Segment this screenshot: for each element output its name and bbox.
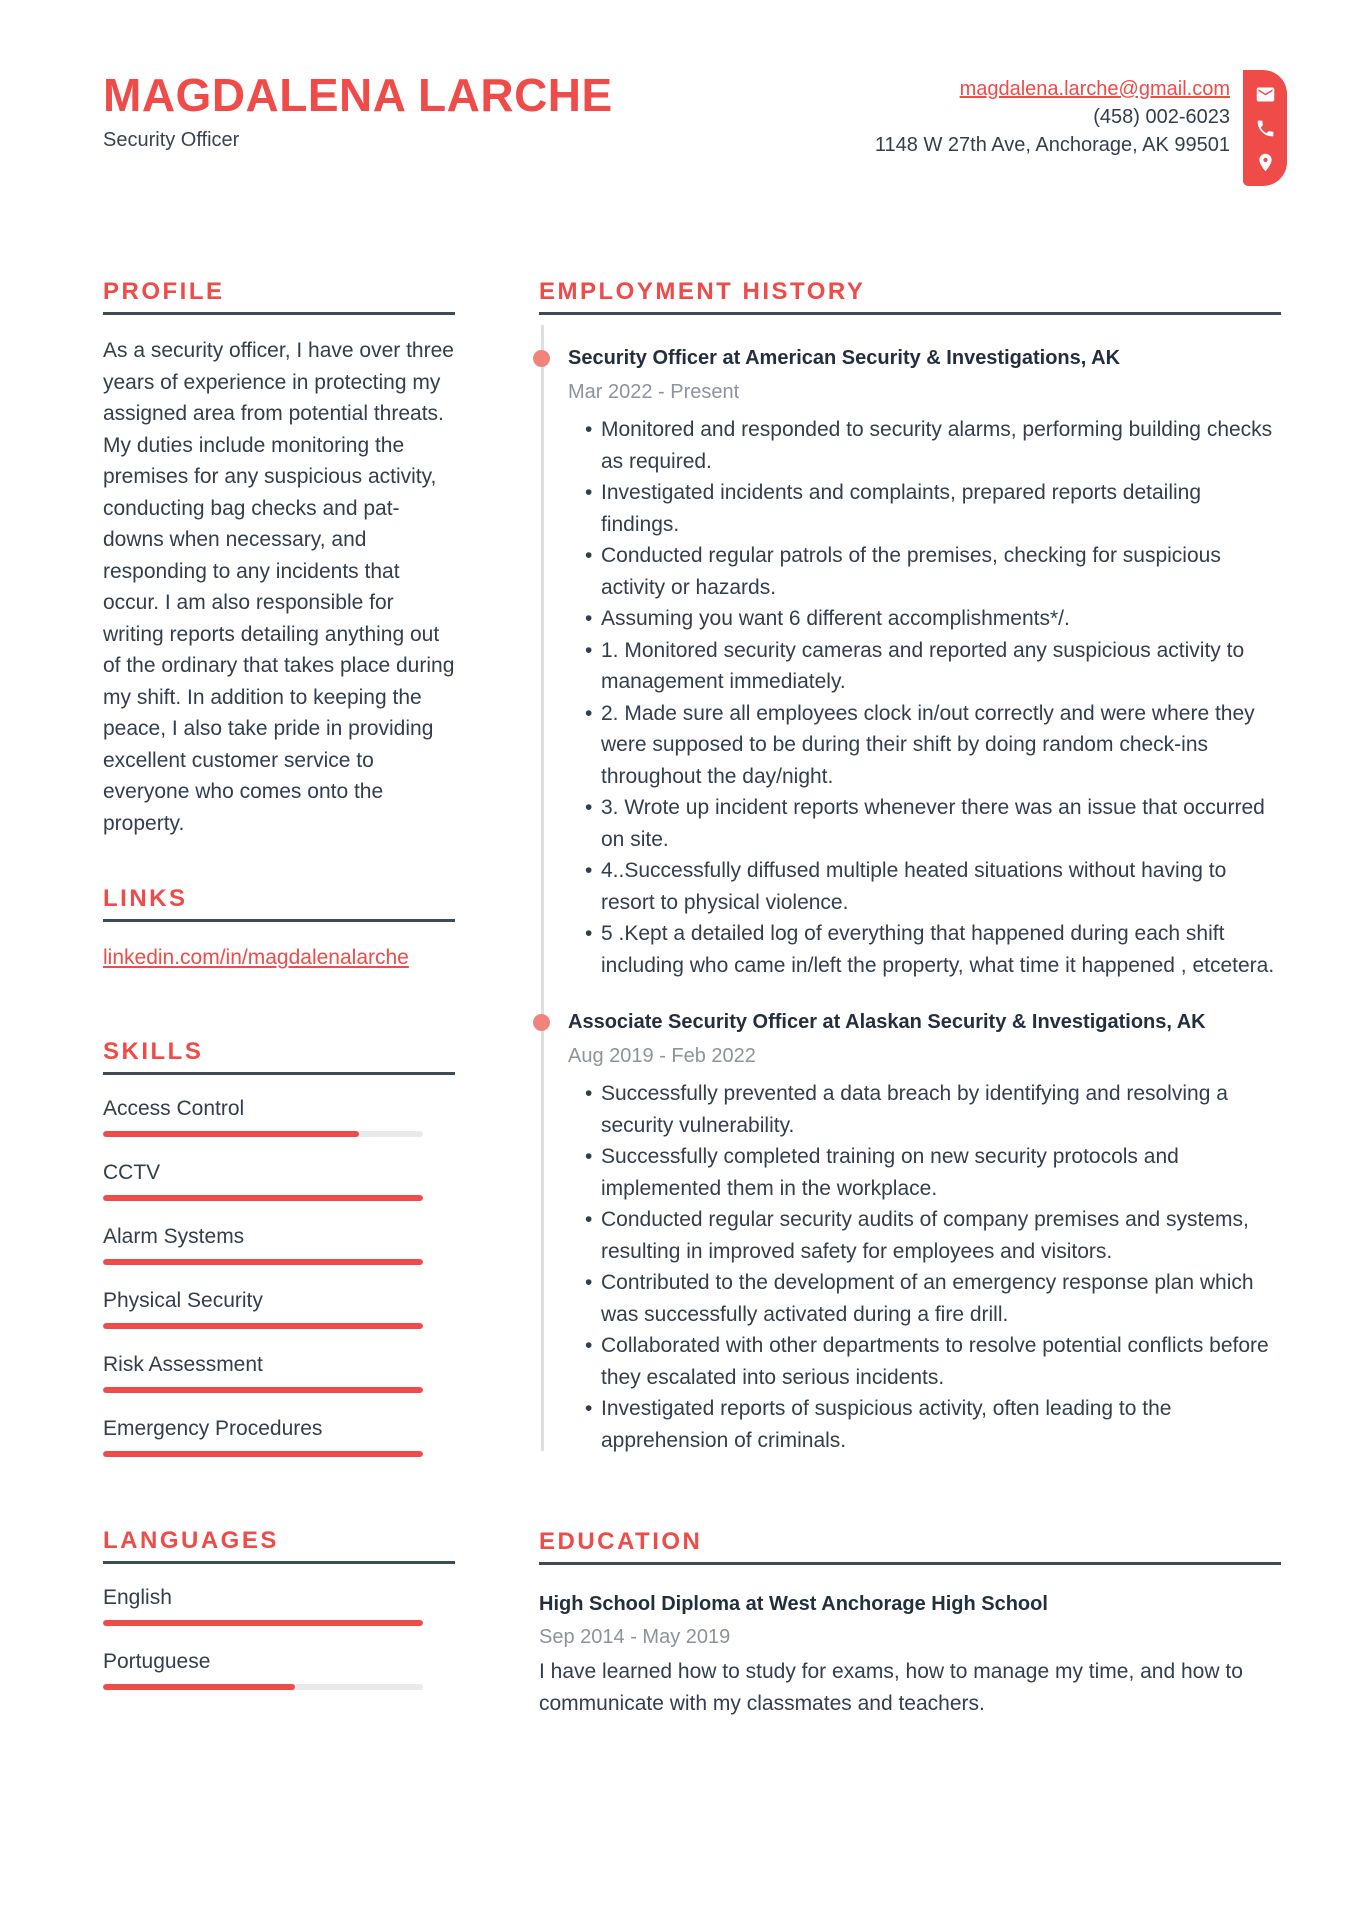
- contact-phone: (458) 002-6023: [1093, 106, 1230, 128]
- job-bullet-text: Investigated reports of suspicious activity, often leading to the apprehension of criminals.: [601, 1397, 1172, 1452]
- skill-bar-fill: [103, 1387, 423, 1393]
- bullet-icon: •: [585, 418, 593, 441]
- bullet-icon: •: [585, 481, 593, 504]
- skill-bar-fill: [103, 1259, 423, 1265]
- bullet-icon: •: [585, 638, 593, 662]
- link-row: [103, 942, 455, 974]
- section-profile: [103, 278, 455, 839]
- skill-item: [103, 1159, 455, 1201]
- bullet-icon: •: [585, 701, 593, 725]
- skill-bar-track: [103, 1387, 423, 1393]
- section-links: [103, 885, 455, 974]
- language-item: [103, 1648, 455, 1690]
- skill-bar-track: [103, 1323, 423, 1329]
- job-bullet: [568, 1393, 1281, 1456]
- skill-bar-fill: [103, 1451, 423, 1457]
- linkedin-link[interactable]: linkedin.com/in/magdalenalarche: [103, 946, 409, 969]
- skill-name: Access Control: [103, 1096, 245, 1120]
- education-title: High School Diploma at West Anchorage High School: [539, 1593, 1048, 1615]
- timeline-dot: [533, 1014, 550, 1031]
- job-bullet-text: Successfully prevented a data breach by identifying and resolving a security vulnerability.: [601, 1082, 1228, 1137]
- skills-heading: SKILLS: [103, 1038, 455, 1075]
- job-bullet-text: Monitored and responded to security alarms, performing building checks as required.: [601, 418, 1273, 473]
- content-columns: [103, 278, 1287, 1719]
- job-bullet-text: Collaborated with other departments to resolve potential conflicts before they escalated into serious incidents.: [601, 1334, 1269, 1389]
- person-role: Security Officer: [103, 129, 240, 151]
- skill-name: Alarm Systems: [103, 1224, 245, 1248]
- contact-address: 1148 W 27th Ave, Anchorage, AK 99501: [874, 134, 1230, 156]
- timeline-dot: [533, 350, 550, 367]
- section-skills: [103, 1038, 455, 1457]
- bullet-icon: •: [585, 1082, 593, 1105]
- education-entry: [539, 1587, 1281, 1719]
- header: [103, 70, 1287, 186]
- job-bullet: [568, 1141, 1281, 1204]
- language-bar-fill: [103, 1684, 295, 1690]
- skill-bar-fill: [103, 1131, 359, 1137]
- skill-name: Physical Security: [103, 1288, 263, 1312]
- job-bullet: [568, 918, 1281, 981]
- bullet-icon: •: [585, 1208, 593, 1231]
- sidebar: [103, 278, 455, 1719]
- main-column: [539, 278, 1281, 1719]
- language-name: English: [103, 1585, 172, 1609]
- job-bullet: [568, 603, 1281, 635]
- map-pin-icon: [1255, 152, 1276, 173]
- job-bullet: [568, 477, 1281, 540]
- bullet-icon: •: [585, 607, 593, 630]
- skill-name: Emergency Procedures: [103, 1416, 323, 1440]
- languages-list: [103, 1584, 455, 1690]
- job-dates: Mar 2022 - Present: [568, 381, 740, 403]
- contact-block: [875, 70, 1287, 186]
- skill-bar-track: [103, 1259, 423, 1265]
- education-description: I have learned how to study for exams, how to manage my time, and how to communicate with my classmates and teachers.: [539, 1660, 1243, 1715]
- bullet-icon: •: [585, 796, 593, 819]
- bullet-icon: •: [585, 1397, 593, 1420]
- employment-heading: EMPLOYMENT HISTORY: [539, 278, 1281, 315]
- job-bullet: [568, 792, 1281, 855]
- job-bullet-text: 5 .Kept a detailed log of everything that happened during each shift including who came in/left the property, what time it happened , etcetera.: [601, 922, 1275, 977]
- job-bullet-text: 3. Wrote up incident reports whenever there was an issue that occurred on site.: [601, 796, 1265, 851]
- job-bullet: [568, 1078, 1281, 1141]
- language-bar-fill: [103, 1620, 423, 1626]
- job-bullet-text: Investigated incidents and complaints, prepared reports detailing findings.: [601, 481, 1202, 536]
- section-languages: [103, 1527, 455, 1690]
- links-list: [103, 942, 455, 974]
- employment-timeline: [539, 341, 1281, 1456]
- job-bullet: [568, 855, 1281, 918]
- job-bullet-text: 1. Monitored security cameras and reported any suspicious activity to management immediately.: [601, 638, 1245, 693]
- skill-bar-fill: [103, 1195, 423, 1201]
- job-bullet: [568, 698, 1281, 793]
- job-bullet: [568, 635, 1281, 698]
- section-education: [539, 1528, 1281, 1719]
- job-bullet-text: 4..Successfully diffused multiple heated situations without having to resort to physical violence.: [601, 859, 1227, 914]
- job-title: Security Officer at American Security & Investigations, AK: [568, 347, 1121, 369]
- bullet-icon: •: [585, 1145, 593, 1168]
- contact-email-row: [875, 75, 1230, 103]
- job-bullet-text: Conducted regular patrols of the premises, checking for suspicious activity or hazards.: [601, 544, 1221, 599]
- skill-name: CCTV: [103, 1160, 161, 1184]
- job-bullet-list: [568, 414, 1281, 981]
- contact-text: [875, 70, 1230, 186]
- job-bullet: [568, 540, 1281, 603]
- section-employment-history: [539, 278, 1281, 1456]
- bullet-icon: •: [585, 859, 593, 882]
- job-bullet-text: Contributed to the development of an emergency response plan which was successfully activated during a fire drill.: [601, 1271, 1254, 1326]
- job-bullet-text: Successfully completed training on new security protocols and implemented them in the workplace.: [601, 1145, 1179, 1200]
- language-item: [103, 1584, 455, 1626]
- job-entry: [568, 1005, 1281, 1456]
- header-identity: [103, 70, 613, 153]
- languages-heading: LANGUAGES: [103, 1527, 455, 1564]
- bullet-icon: •: [585, 922, 593, 945]
- skill-item: [103, 1223, 455, 1265]
- skill-item: [103, 1095, 455, 1137]
- job-bullet: [568, 414, 1281, 477]
- job-bullet-text: 2. Made sure all employees clock in/out correctly and were where they were supposed to be during their shift by doing random check-ins throughout the day/night.: [601, 701, 1255, 788]
- bullet-icon: •: [585, 1334, 593, 1357]
- person-name: MAGDALENA LARCHE: [103, 69, 613, 121]
- profile-heading: PROFILE: [103, 278, 455, 315]
- job-bullet-text: Assuming you want 6 different accomplishments*/.: [601, 607, 1070, 630]
- job-dates: Aug 2019 - Feb 2022: [568, 1045, 756, 1067]
- bullet-icon: •: [585, 544, 593, 567]
- job-entry: [568, 341, 1281, 981]
- profile-text: As a security officer, I have over three years of experience in protecting my assigned area from potential threats. My duties include monitoring the premises for any suspicious activity, conducting bag checks and pat-downs when necessary, and responding to any incidents that occur. I am also responsible for writing reports detailing anything out of the ordinary that takes place during my shift. In addition to keeping the peace, I also take pride in providing excellent customer service to everyone who comes onto the property.: [103, 339, 455, 835]
- job-bullet: [568, 1267, 1281, 1330]
- email-link[interactable]: magdalena.larche@gmail.com: [959, 78, 1230, 100]
- job-title: Associate Security Officer at Alaskan Security & Investigations, AK: [568, 1011, 1206, 1033]
- education-dates: Sep 2014 - May 2019: [539, 1626, 731, 1648]
- job-bullet-text: Conducted regular security audits of company premises and systems, resulting in improved safety for employees and visitors.: [601, 1208, 1249, 1263]
- links-heading: LINKS: [103, 885, 455, 922]
- skill-bar-fill: [103, 1323, 423, 1329]
- job-bullet: [568, 1204, 1281, 1267]
- skill-item: [103, 1351, 455, 1393]
- education-heading: EDUCATION: [539, 1528, 1281, 1565]
- phone-icon: [1255, 118, 1276, 139]
- skill-bar-track: [103, 1451, 423, 1457]
- job-bullet-list: [568, 1078, 1281, 1456]
- skill-bar-track: [103, 1195, 423, 1201]
- language-bar-track: [103, 1620, 423, 1626]
- skill-name: Risk Assessment: [103, 1352, 263, 1376]
- envelope-icon: [1255, 84, 1276, 105]
- skills-list: [103, 1095, 455, 1457]
- job-bullet: [568, 1330, 1281, 1393]
- bullet-icon: •: [585, 1271, 593, 1294]
- skill-item: [103, 1287, 455, 1329]
- skill-item: [103, 1415, 455, 1457]
- skill-bar-track: [103, 1131, 423, 1137]
- contact-icon-bar: [1243, 70, 1287, 186]
- language-bar-track: [103, 1684, 423, 1690]
- language-name: Portuguese: [103, 1649, 211, 1673]
